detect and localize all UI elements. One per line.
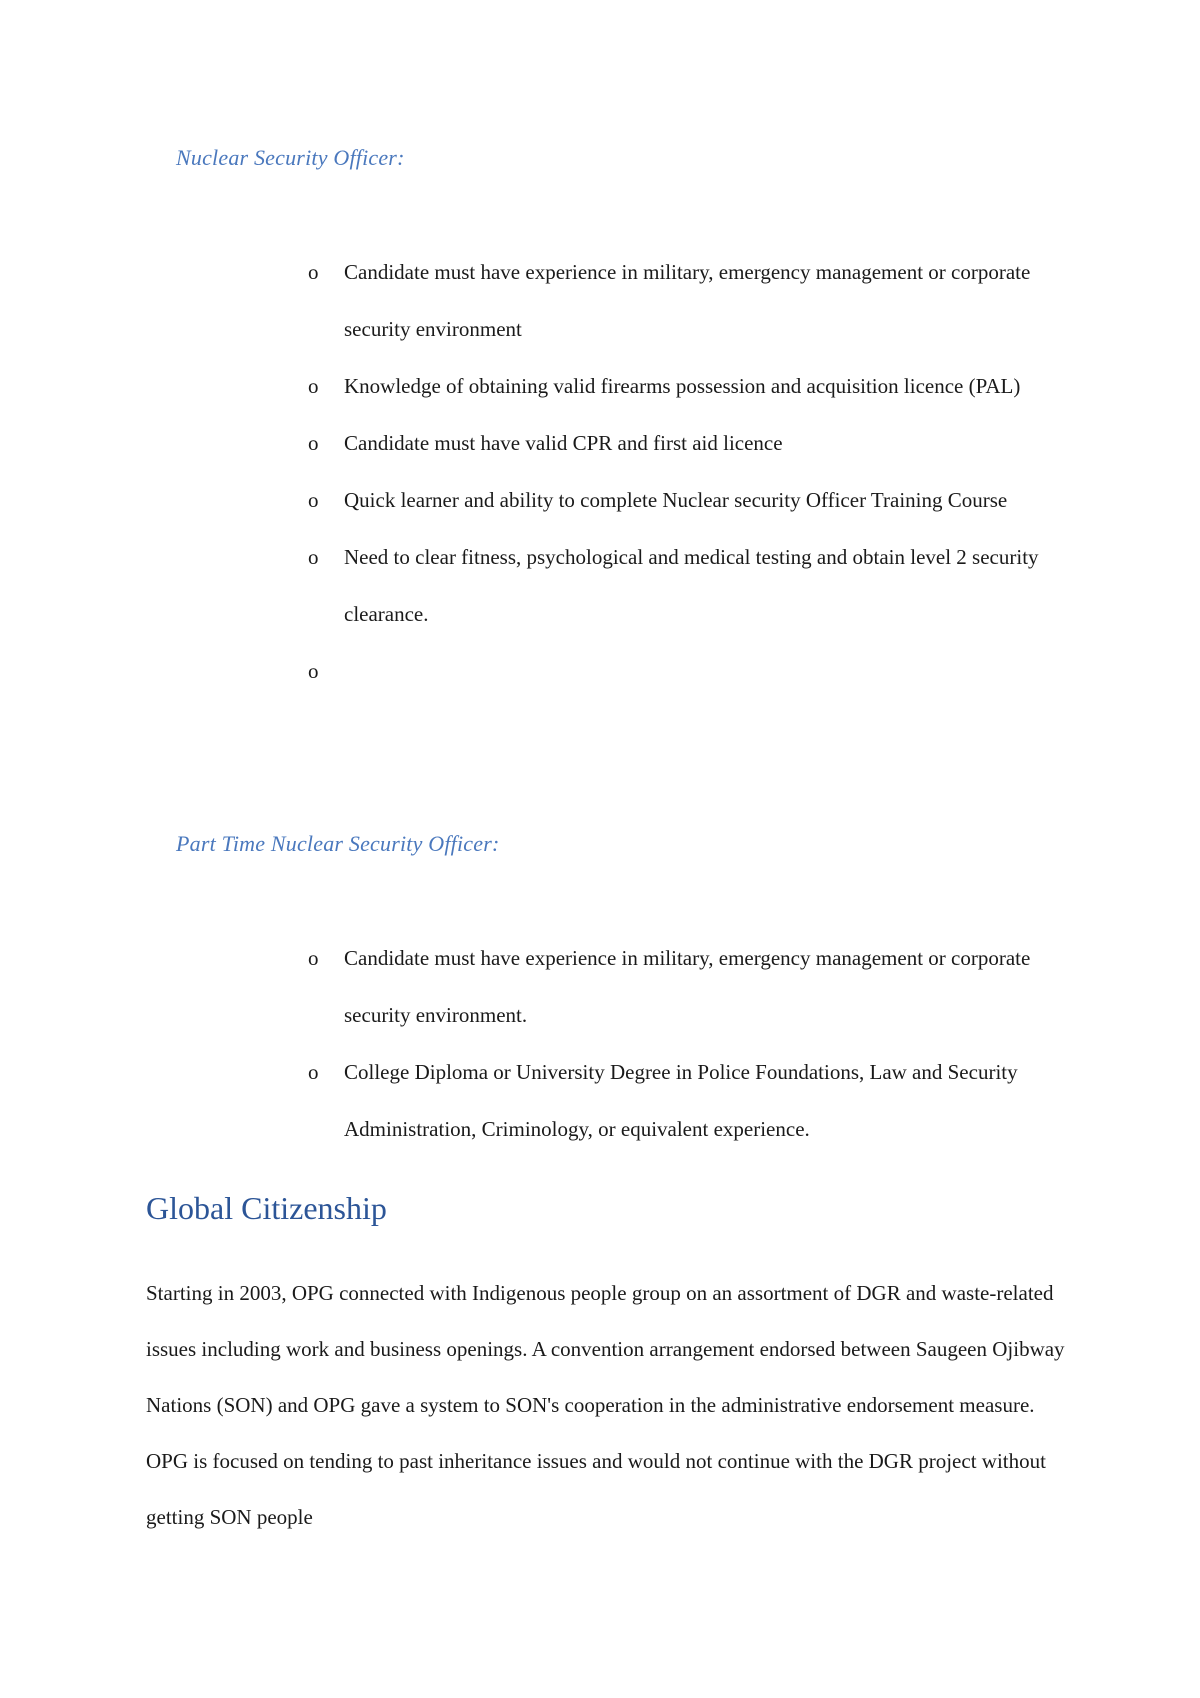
- list-item: [0, 415, 1064, 472]
- part-time-nuclear-security-officer-heading: Part Time Nuclear Security Officer:: [176, 831, 500, 856]
- list-item: [0, 930, 1064, 1044]
- list-item: [0, 244, 1064, 358]
- bullet-marker: o: [308, 545, 319, 569]
- bullet-marker: o: [308, 260, 319, 284]
- bullet-marker: o: [308, 946, 319, 970]
- list-item: [0, 1044, 1064, 1158]
- nuclear-security-officer-requirements: [0, 244, 1200, 683]
- list-item-text: Candidate must have valid CPR and first aid licence: [344, 431, 783, 455]
- bullet-marker: o: [308, 659, 319, 683]
- list-item-text: College Diploma or University Degree in Police Foundations, Law and Security Administration, Criminology, or equivalent experience.: [344, 1060, 1018, 1141]
- list-item-text: Knowledge of obtaining valid firearms possession and acquisition licence (PAL): [344, 374, 1021, 398]
- list-item: [0, 472, 1064, 529]
- list-item-text: Quick learner and ability to complete Nuclear security Officer Training Course: [344, 488, 1008, 512]
- list-item: [0, 529, 1064, 643]
- bullet-marker: o: [308, 374, 319, 398]
- list-item-text: Need to clear fitness, psychological and medical testing and obtain level 2 security clearance.: [344, 545, 1039, 626]
- part-time-officer-requirements: [0, 930, 1200, 1158]
- list-item: [0, 358, 1064, 415]
- bullet-marker: o: [308, 431, 319, 455]
- global-citizenship-heading: Global Citizenship: [146, 1190, 387, 1226]
- bullet-marker: o: [308, 488, 319, 512]
- nuclear-security-officer-heading: Nuclear Security Officer:: [176, 145, 405, 170]
- global-citizenship-paragraph: Starting in 2003, OPG connected with Indigenous people group on an assortment of DGR and waste-related issues including work and business openings. A convention arrangement endorsed between Saugeen Ojibway Nations (SON) and OPG gave a system to SON's cooperation in the administrative endorsement measure. OPG is focused on tending to past inheritance issues and would not continue with the DGR project without getting SON people: [146, 1281, 1065, 1529]
- list-item-text: Candidate must have experience in military, emergency management or corporate security environment.: [344, 946, 1031, 1027]
- list-item-text: Candidate must have experience in military, emergency management or corporate security environment: [344, 260, 1031, 341]
- bullet-marker: o: [308, 1060, 319, 1084]
